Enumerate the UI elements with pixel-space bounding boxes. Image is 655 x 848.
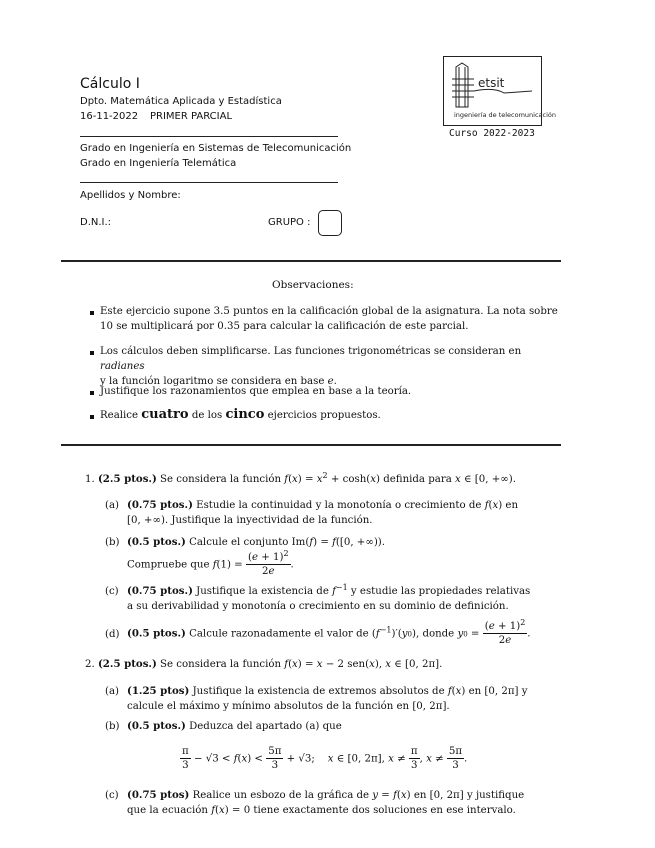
observations-title: Observaciones:	[272, 279, 354, 291]
p2a-line1-b: en [0, 2π] y	[465, 686, 528, 697]
name-label: Apellidos y Nombre:	[80, 190, 181, 201]
p1-num: 1.	[85, 474, 95, 485]
p1b-line2: Compruebe que f(1) = $\frac{(e + 1)^2}{2e}$ .	[127, 549, 294, 577]
problem-1: 1. (2.5 ptos.) Se considera la función $f(x) = x^2 + \cosh(x)$ definida para x ∈ [0, +∞).	[85, 471, 516, 485]
group-box[interactable]	[318, 210, 342, 236]
exam-type: PRIMER PARCIAL	[150, 111, 233, 122]
p1b-fraction: $\frac{(e + 1)^2}{2e}$	[247, 549, 289, 577]
p2-text-a: Se considera la función	[156, 659, 285, 670]
obs2-line1: Los cálculos deben simplificarse. Las funciones trigonométricas se consideran en	[100, 346, 522, 357]
p1c-line1-b: y estudie las propiedades relativas	[347, 586, 531, 597]
school-logo	[443, 56, 557, 126]
etsit-logo-icon	[444, 57, 557, 125]
p1c-points: (0.75 ptos.)	[127, 585, 193, 597]
dni-label: D.N.I.:	[80, 217, 112, 228]
p2c-label: (c)	[105, 790, 119, 801]
p2c-line2-a: que la ecuación	[127, 805, 212, 816]
p1d-points: (0.5 ptos.)	[127, 627, 186, 640]
p1c: (0.75 ptos.) Justifique la existencia de $f^{-1}$ y estudie las propiedades relativas a su derivabilidad y monotonía o crecimiento en su dominio de definición.	[127, 583, 531, 612]
p1d-fraction: $\frac{(e + 1)^2}{2e}$	[484, 618, 526, 646]
bullet-4	[90, 415, 94, 419]
p1-points: (2.5 ptos.)	[97, 473, 157, 485]
p1b-label: (b)	[105, 537, 120, 548]
p2a-line2: calcule el máximo y mínimo absolutos de la función en [0, 2π].	[127, 701, 450, 712]
p2b	[127, 719, 342, 734]
observation-1	[100, 304, 560, 334]
obs4-e: ejercicios propuestos.	[264, 410, 381, 421]
p2a-points: (1.25 ptos)	[127, 685, 190, 697]
bullet-3	[90, 391, 94, 395]
observation-3: Justifique los razonamientos que emplea en base a la teoría.	[100, 386, 412, 397]
p1d-label: (d)	[105, 629, 120, 640]
observation-4	[100, 407, 381, 423]
p2a-label: (a)	[105, 686, 120, 697]
group-label: GRUPO :	[268, 217, 311, 228]
section-divider-bottom	[61, 444, 561, 446]
logo-subtitle: ingeniería de telecomunicación	[454, 111, 557, 119]
p2-points: (2.5 ptos.)	[97, 658, 157, 670]
course-title: Cálculo I	[80, 76, 140, 92]
obs2-line2-end: .	[333, 376, 337, 387]
p1b-points: (0.5 ptos.)	[127, 536, 186, 548]
obs2-emphasis-radianes: radianes	[100, 361, 145, 372]
p1d-line1: Calcule razonadamente el valor de	[185, 628, 372, 640]
obs1-line1: Este ejercicio supone 3.5 puntos en la calificación global de la asignatura. La nota sobre	[100, 306, 558, 317]
bullet-2	[90, 351, 94, 355]
p2b-line1: Deduzca del apartado (a) que	[185, 721, 342, 732]
course-year: Curso 2022-2023	[449, 128, 535, 139]
p1b: (0.5 ptos.) Calcule el conjunto Im(f) = f([0, +∞)).	[127, 536, 386, 548]
bullet-1	[90, 311, 94, 315]
p1a-label: (a)	[105, 500, 120, 511]
obs1-line2: 10 se multiplicará por 0.35 para calcular la calificación de este parcial.	[100, 321, 469, 332]
p1-text-b: definida para	[380, 474, 456, 485]
p2c-line1-b: en [0, 2π] y justifique	[410, 790, 525, 801]
department: Dpto. Matemática Aplicada y Estadística	[80, 96, 282, 107]
problem-2: 2. (2.5 ptos.) Se considera la función f(x) = x − 2 sen(x), x ∈ [0, 2π].	[85, 658, 443, 670]
obs4-c: de los	[188, 410, 226, 421]
obs2-line2: y la función logaritmo se considera en base	[100, 376, 328, 387]
p1c-label: (c)	[105, 586, 119, 597]
p1-text-c: .	[512, 474, 516, 485]
p2a-line1: Justifique la existencia de extremos absolutos de	[189, 686, 448, 697]
p2c-points: (0.75 ptos)	[127, 789, 190, 801]
p2a: (1.25 ptos) Justifique la existencia de extremos absolutos de f(x) en [0, 2π] y calcule el máximo y mínimo absolutos de la función en [0, 2π].	[127, 685, 528, 712]
p2-num: 2.	[85, 659, 95, 670]
obs2-emphasis-e: e	[327, 376, 334, 387]
p1a-line2: [0, +∞). Justifique la inyectividad de la función.	[127, 515, 373, 526]
header-divider-1	[80, 136, 338, 137]
p1-text-a: Se considera la función	[156, 474, 285, 485]
obs4-a: Realice	[100, 410, 142, 421]
logo-text: etsit	[478, 76, 505, 90]
obs4-cuatro: cuatro	[141, 407, 189, 422]
section-divider-top	[61, 260, 561, 262]
p1d-line1-b: , donde	[415, 628, 458, 640]
obs4-cinco: cinco	[225, 407, 265, 422]
p1c-line1: Justifique la existencia de	[192, 586, 333, 597]
p2c-line1: Realice un esbozo de la gráfica de	[189, 790, 373, 801]
p2b-points: (0.5 ptos.)	[127, 720, 186, 732]
exam-date: 16-11-2022	[80, 111, 139, 122]
p1a: (0.75 ptos.) Estudie la continuidad y la monotonía o crecimiento de f(x) en [0, +∞). Justifique la inyectividad de la función.	[127, 499, 519, 526]
p1b-line1: Calcule el conjunto Im(	[185, 537, 310, 548]
p2c-line2-b: tiene exactamente dos soluciones en ese intervalo.	[250, 805, 516, 816]
observation-2	[100, 344, 560, 389]
p1a-points: (0.75 ptos.)	[127, 499, 193, 511]
p1c-line2: a su derivabilidad y monotonía o crecimiento en su dominio de definición.	[127, 601, 509, 612]
p1d: (0.5 ptos.) Calcule razonadamente el valor de $(f^{-1})'(y0)$, donde y0 = $\frac{(e + 1)^2}{2e}$ .	[127, 618, 531, 646]
degree-1: Grado en Ingeniería en Sistemas de Telecomunicación	[80, 143, 352, 154]
degree-2: Grado en Ingeniería Telemática	[80, 158, 237, 169]
p2c: (0.75 ptos) Realice un esbozo de la gráfica de y = f(x) en [0, 2π] y justifique que la ecuación f(x) = 0 tiene exactamente dos soluciones en ese intervalo.	[127, 789, 525, 816]
p1a-line1: Estudie la continuidad y la monotonía o crecimiento de	[192, 500, 485, 511]
p2b-label: (b)	[105, 721, 120, 732]
p1b-check: Compruebe que	[127, 559, 213, 571]
p2b-inequality: $\frac{\pi}{3}$ − √3 < f(x) < $\frac{5\pi}{3}$ + √3; x ∈ [0, 2π], x ≠ $\frac{\pi}{3}$ , x ≠ $\frac{5\pi}{3}$ .	[182, 746, 468, 771]
header-divider-2	[80, 182, 338, 183]
p1a-line1-end: en	[502, 500, 519, 511]
